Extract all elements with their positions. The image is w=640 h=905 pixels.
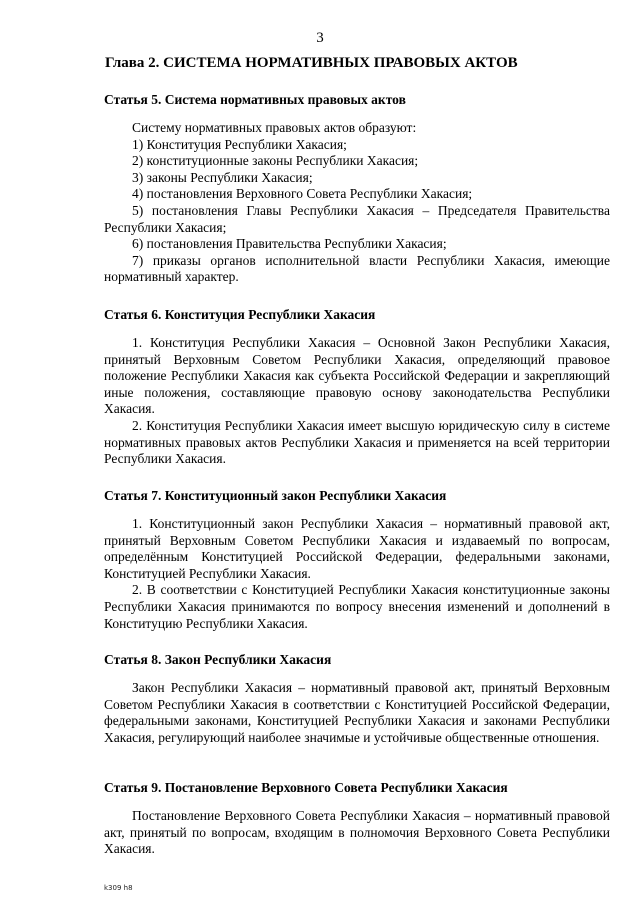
page-number: 3	[316, 30, 324, 46]
list-item: 6) постановления Правительства Республики Хакасия;	[132, 236, 447, 252]
chapter-title: Глава 2. СИСТЕМА НОРМАТИВНЫХ ПРАВОВЫХ АКТОВ	[105, 55, 518, 71]
article-7	[104, 488, 610, 632]
list-item: 4) постановления Верховного Совета Республики Хакасия;	[132, 186, 473, 202]
article-8-paragraph-1: Закон Республики Хакасия – нормативный правовой акт, принятый Верховным Советом Республики Хакасия в соответствии с Конституцией Российской Федерации, федеральными законами, Конституцией Республики Хакасия и законами Республики Хакасия, регулирующий наиболее значимые и устойчивые общественные отношения.	[104, 680, 610, 745]
article-6	[104, 307, 610, 468]
article-7-paragraph-1: 1. Конституционный закон Республики Хакасия – нормативный правовой акт, принятый Верховным Советом Республики Хакасия и издаваемый по вопросам, определённым Конституцией Российской Федерации, федеральными законами, Конституцией Республики Хакасия.	[104, 516, 610, 581]
article-5-intro: Систему нормативных правовых актов образуют:	[132, 120, 417, 135]
list-item: 5) постановления Главы Республики Хакасия – Председателя Правительства Республики Хакасия;	[104, 202, 610, 235]
list-item: 7) приказы органов исполнительной власти Республики Хакасия, имеющие нормативный характер.	[104, 252, 610, 285]
article-7-title: Статья 7. Конституционный закон Республики Хакасия	[104, 488, 447, 503]
article-5-title: Статья 5. Система нормативных правовых актов	[104, 92, 406, 107]
article-7-paragraph-2: 2. В соответствии с Конституцией Республики Хакасия конституционные законы Республики Хакасия принимаются по вопросу внесения изменений и дополнений в Конституцию Республики Хакасия.	[104, 582, 610, 631]
article-6-paragraph-2: 2. Конституция Республики Хакасия имеет высшую юридическую силу в системе нормативных правовых актов Республики Хакасия и применяется на всей территории Республики Хакасия.	[104, 417, 610, 467]
article-9	[104, 780, 610, 858]
list-item: 1) Конституция Республики Хакасия;	[132, 136, 347, 152]
article-9-title: Статья 9. Постановление Верховного Совета Республики Хакасия	[104, 780, 508, 795]
article-8	[104, 652, 610, 746]
list-item: 3) законы Республики Хакасия;	[132, 169, 313, 185]
article-6-title: Статья 6. Конституция Республики Хакасия	[104, 307, 376, 322]
article-5	[104, 92, 610, 286]
footer-code: k309 h8	[104, 884, 133, 892]
list-item: 2) конституционные законы Республики Хакасия;	[132, 153, 419, 169]
article-9-paragraph-1: Постановление Верховного Совета Республики Хакасия – нормативный правовой акт, принятый по вопросам, входящим в полномочия Верховного Совета Республики Хакасия.	[104, 808, 610, 857]
article-6-paragraph-1: 1. Конституция Республики Хакасия – Основной Закон Республики Хакасия, принятый Верховным Советом Республики Хакасия, определяющий правовое положение Республики Хакасия как субъекта Российской Федерации и закрепляющий иные положения, составляющие правовую основу законодательства Республики Хакасия.	[104, 335, 610, 417]
article-8-title: Статья 8. Закон Республики Хакасия	[104, 652, 332, 667]
